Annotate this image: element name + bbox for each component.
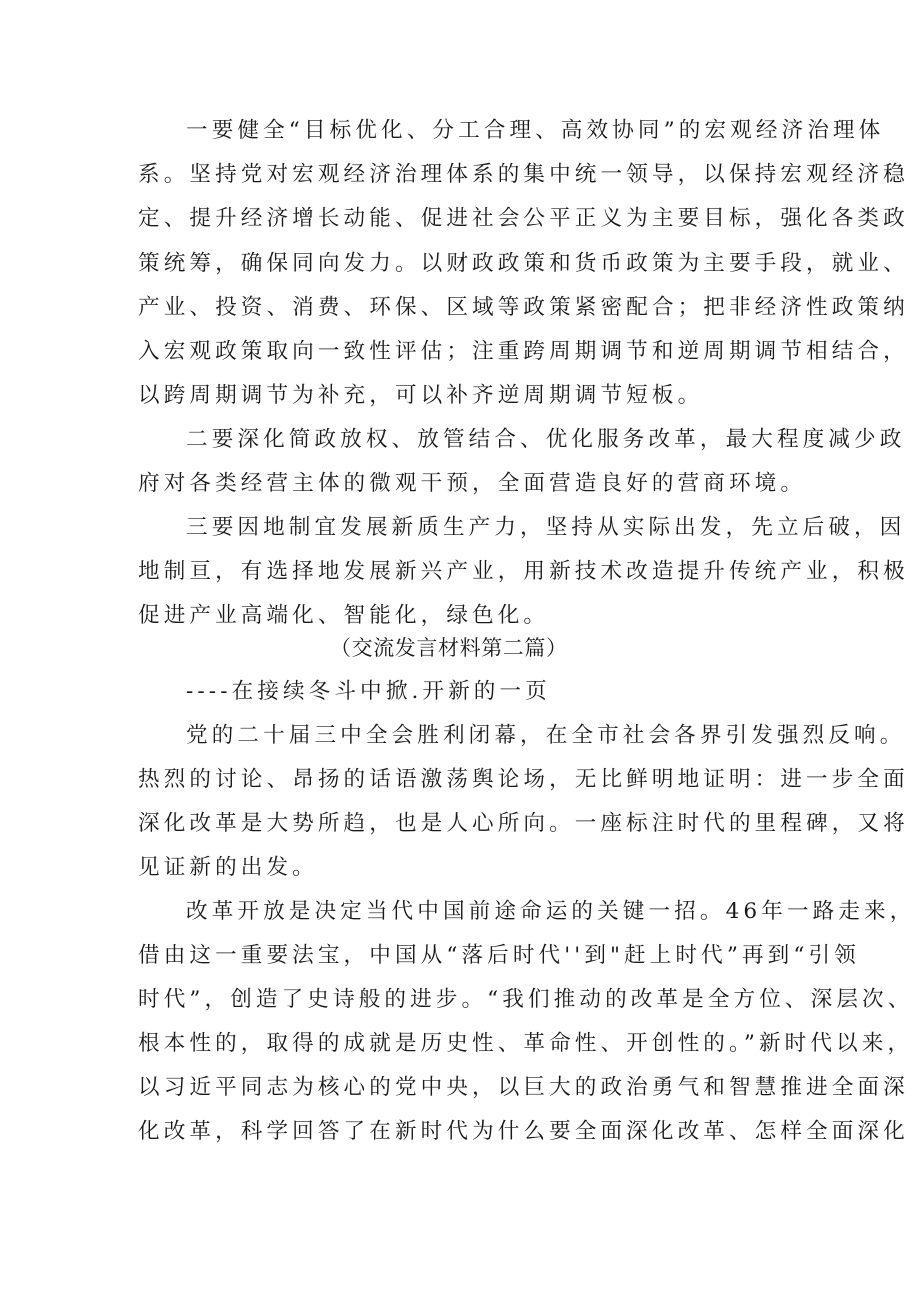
paragraph-line: 时代”，创造了史诗般的进步。“我们推动的改革是全方位、深层次、	[138, 987, 914, 1012]
paragraph-line: 入宏观政策取向一致性评估；注重跨周期调节和逆周期调节相结合，	[138, 339, 909, 364]
paragraph-line: 借由这一重要法宝，中国从“落后时代''到"赶上时代”再到“引领	[138, 943, 860, 968]
paragraph-line: 定、提升经济增长动能、促进社会公平正义为主要目标，强化各类政	[138, 206, 909, 231]
paragraph-line: 系。坚持党对宏观经济治理体系的集中统一领导，以保持宏观经济稳	[138, 162, 909, 187]
paragraph-line: 促进产业高端化、智能化，绿色化。	[138, 603, 550, 628]
paragraph-line: 党的二十届三中全会胜利闭幕，在全市社会各界引发强烈反响。	[186, 723, 906, 748]
paragraph-line: 一要健全“目标优化、分工合理、高效协同”的宏观经济治理体	[186, 118, 885, 143]
paragraph-line: 三要因地制宜发展新质生产力，坚持从实际出发，先立后破，因	[186, 515, 906, 540]
paragraph-line: 根本性的，取得的成就是历史性、革命性、开创性的。”新时代以来，	[138, 1031, 914, 1056]
paragraph-line: 深化改革是大势所趋，也是人心所向。一座标注时代的里程碑，又将	[138, 811, 909, 836]
paragraph-line: 府对各类经营主体的微观干预，全面营造良好的营商环境。	[138, 471, 807, 496]
paragraph-line: 热烈的讨论、昂扬的话语激荡舆论场，无比鲜明地证明：进一步全面	[138, 767, 909, 792]
paragraph-line: 以跨周期调节为补充，可以补齐逆周期调节短板。	[138, 383, 704, 408]
paragraph-line: 二要深化简政放权、放管结合、优化服务改革，最大程度减少政	[186, 427, 906, 452]
paragraph-line: 改革开放是决定当代中国前途命运的关键一招。46年一路走来，	[186, 899, 916, 924]
section-subtitle: ----在接续冬斗中掀.开新的一页	[186, 679, 551, 704]
paragraph-line: 化改革，科学回答了在新时代为什么要全面深化改革、怎样全面深化	[138, 1119, 909, 1144]
paragraph-line: 以习近平同志为核心的党中央，以巨大的政治勇气和智慧推进全面深	[138, 1075, 909, 1100]
paragraph-line: 产业、投资、消费、环保、区域等政策紧密配合；把非经济性政策纳	[138, 295, 909, 320]
paragraph-line: 策统筹，确保同向发力。以财政政策和货币政策为主要手段，就业、	[138, 251, 909, 276]
paragraph-line: 地制亘，有选择地发展新兴产业，用新技术改造提升传统产业，积极	[138, 559, 909, 584]
paragraph-line: 见证新的出发。	[138, 855, 318, 880]
section-heading: （交流发言材料第二篇）	[330, 636, 568, 660]
